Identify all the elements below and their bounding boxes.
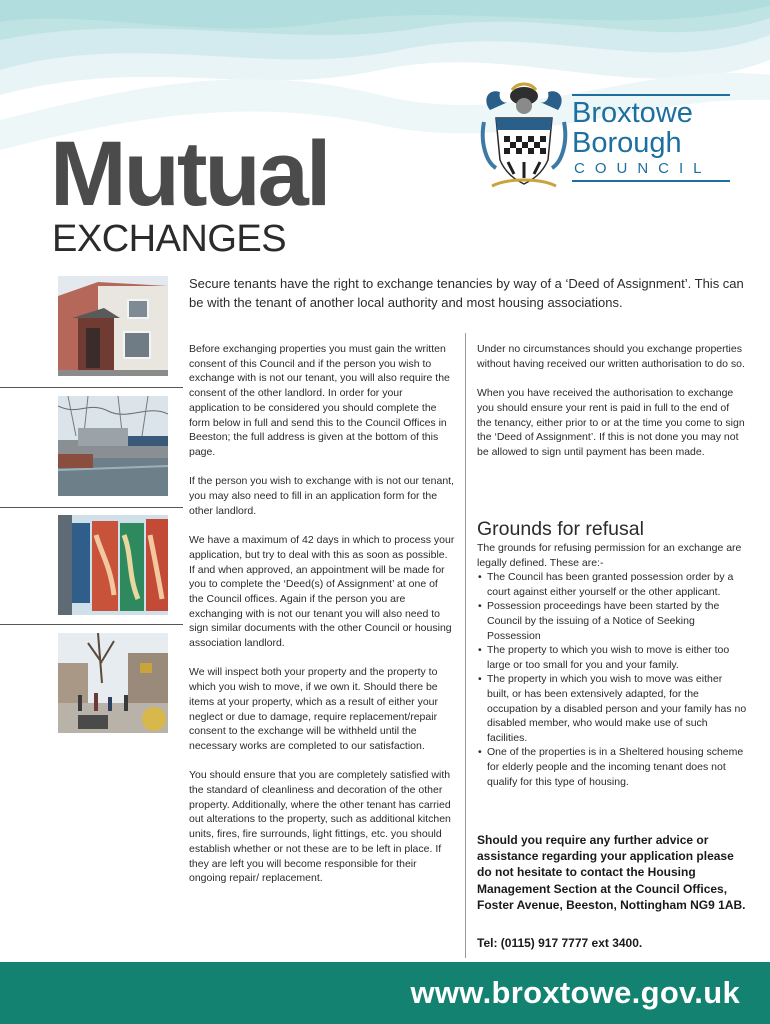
wordmark-borough: Borough <box>572 127 682 159</box>
body-paragraph: We have a maximum of 42 days in which to process your application, but try to deal with this as soon as possible. If and when approved, an appointment will be made for you to complete the ‘Deed(s) of Assignment’ at one of the Council offices. Again if the person you are exchanging with is not our tenant you will also need to sign similar documents with the other Council or housing association landlord. <box>189 534 455 650</box>
body-paragraph: You should ensure that you are completely satisfied with the standard of cleanliness and decoration of the other property. Additionally, where the other tenant has carried out alterations to the property, such as additional kitchen units, fires, fire surrounds, light fittings, etc. you should establish whether or not these are to be left in place. If they are left you will become responsible for their ongoing repair/ replacement. <box>189 769 451 885</box>
photo-divider <box>0 507 183 508</box>
footer-bar <box>0 962 770 1024</box>
contact-telephone: Tel: (0115) 917 7777 ext 3400. <box>477 936 643 950</box>
town-square-photo <box>58 633 168 733</box>
intro-paragraph: Secure tenants have the right to exchange tenancies by way of a ‘Deed of Assignment’. This can be with the tenant of another local authority and most housing associations. <box>189 276 744 310</box>
grounds-for-refusal-section <box>477 541 747 789</box>
title-mutual: Mutual <box>50 123 329 225</box>
body-paragraph: We will inspect both your property and the property to which you wish to move, if we own it. Should there be items at your property, which as a result of either your neglect or due to damage, require replacement/repair consent to the exchange will be withheld until the necessary works are completed to our satisfaction. <box>189 666 438 752</box>
website-link[interactable]: www.broxtowe.gov.uk <box>410 975 740 1010</box>
body-paragraph: If the person you wish to exchange with is not our tenant, you may also need to fill in an application form for the other landlord. <box>189 475 454 517</box>
title-exchanges: EXCHANGES <box>52 218 287 260</box>
wordmark-bottom-rule <box>572 180 730 182</box>
body-paragraph: When you have received the authorisation to exchange you should ensure your rent is paid in full to the end of the tenancy, either prior to or at the time you come to sign the ‘Deed of Assignment’. If this is not done you may not be allowed to sign until payment has been made. <box>477 387 745 458</box>
grounds-list-item: • The property to which you wish to move is either too large or too small for you and your family. <box>477 643 747 672</box>
contact-advice: Should you require any further advice or assistance regarding your application please do not hesitate to contact the Housing Management Section at the Council Offices, Foster Avenue, Beeston, Nottingham NG9 1AB. <box>477 833 746 912</box>
wordmark-broxtowe: Broxtowe <box>572 97 693 129</box>
grounds-list-item: • Possession proceedings have been started by the Council by the issuing of a Notice of Seeking Possession <box>477 599 747 643</box>
photo-divider <box>0 624 183 625</box>
right-column <box>477 342 745 474</box>
house-photo <box>58 276 168 376</box>
body-paragraph: Before exchanging properties you must gain the written consent of this Council and if the person you wish to exchange with is not our tenant, you will also require the consent of the other landlord. In order for your application to be considered you should complete the form below in full and send this to the Council Offices in Beeston; the full address is given at the bottom of this page. <box>189 343 450 458</box>
column-divider <box>465 333 466 958</box>
wordmark-council: COUNCIL <box>574 160 712 177</box>
council-wordmark <box>572 94 732 182</box>
grounds-intro: The grounds for refusing permission for an exchange are legally defined. These are:- <box>477 542 742 569</box>
wordmark-top-rule <box>572 94 730 96</box>
grounds-for-refusal-heading: Grounds for refusal <box>477 518 644 540</box>
left-column <box>189 342 455 901</box>
banners-photo <box>58 515 168 615</box>
waterfront-photo <box>58 396 168 496</box>
council-crest-logo <box>478 82 570 192</box>
photo-divider <box>0 387 183 388</box>
body-paragraph: Under no circumstances should you exchange properties without having received our written authorisation to do so. <box>477 343 745 370</box>
grounds-list-item: • One of the properties is in a Sheltered housing scheme for elderly people and the incoming tenant does not qualify for this type of housing. <box>477 745 747 789</box>
grounds-list-item: • The property in which you wish to move was either built, or has been extensively adapted, for the occupation by a disabled person and your family has no disabled member, who would make use of such facilities. <box>477 672 747 745</box>
grounds-list-item: • The Council has been granted possession order by a court against either yourself or the other applicant. <box>477 570 747 599</box>
grounds-list <box>477 570 747 789</box>
